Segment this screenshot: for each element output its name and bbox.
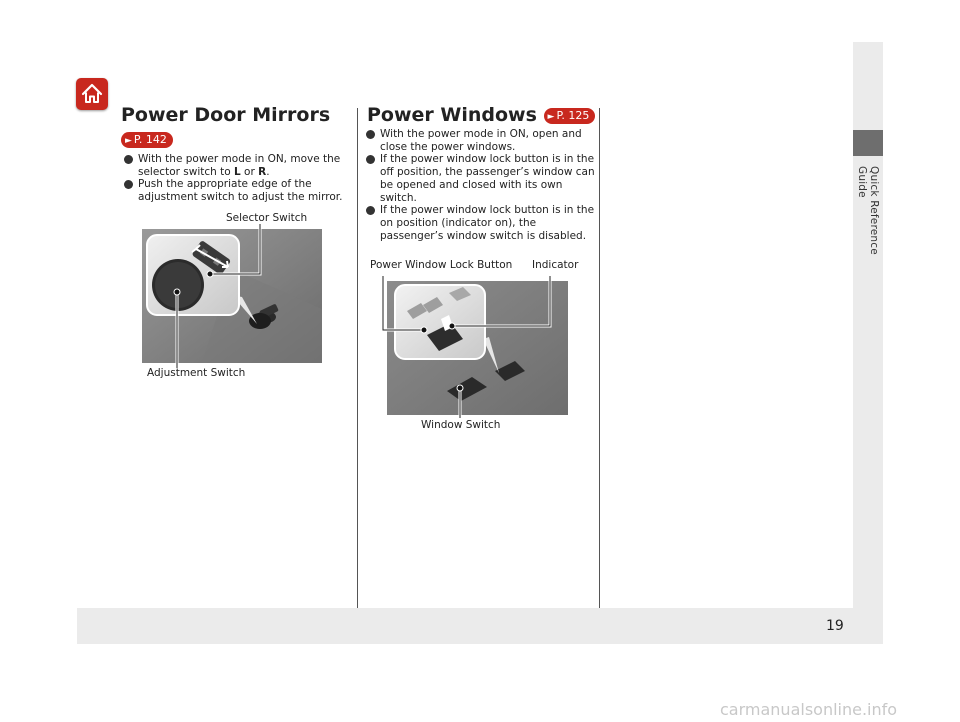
mirrors-leader-lines (140, 222, 270, 382)
list-item: With the power mode in ON, open and close the power windows. (366, 128, 596, 153)
adjustment-switch-label: Adjustment Switch (147, 367, 246, 379)
chapter-tab-marker[interactable] (853, 130, 883, 156)
column-divider-1 (357, 108, 358, 608)
list-item: With the power mode in ON, move the selector switch to L or R. (124, 153, 349, 178)
selector-switch-label: Selector Switch (226, 212, 308, 224)
list-item: If the power window lock button is in the on position (indicator on), the passenger’s window switch is disabled. (366, 204, 596, 242)
window-switch-label: Window Switch (421, 419, 501, 431)
windows-bullets (366, 128, 596, 242)
bullet-icon (366, 130, 375, 139)
windows-title: Power Windows ► P. 125 (367, 104, 595, 126)
windows-page-ref[interactable]: ► P. 125 (544, 108, 596, 124)
list-item: Push the appropriate edge of the adjustment switch to adjust the mirror. (124, 178, 349, 203)
mirrors-page-ref[interactable]: ► P. 142 (121, 132, 173, 148)
watermark: carmanualsonline.info (720, 700, 898, 719)
bullet-icon (366, 206, 375, 215)
bullet-icon (124, 180, 133, 189)
windows-leader-lines (380, 270, 560, 430)
mirrors-bullets (124, 153, 349, 204)
mirrors-title: Power Door Mirrors (121, 104, 331, 126)
list-item: If the power window lock button is in the off position, the passenger’s window can be opened and closed with its own switch. (366, 153, 596, 204)
chapter-tab-label[interactable]: Quick Reference Guide (856, 166, 880, 255)
power-window-lock-button-label: Power Window Lock Button (370, 259, 513, 271)
ref-arrow-icon: ► (547, 111, 555, 122)
column-divider-2 (599, 108, 600, 608)
ref-arrow-icon: ► (125, 136, 132, 146)
indicator-label: Indicator (532, 259, 579, 271)
home-icon[interactable] (76, 78, 108, 110)
page-number: 19 (826, 618, 844, 634)
bullet-icon (366, 155, 375, 164)
bullet-icon (124, 155, 133, 164)
